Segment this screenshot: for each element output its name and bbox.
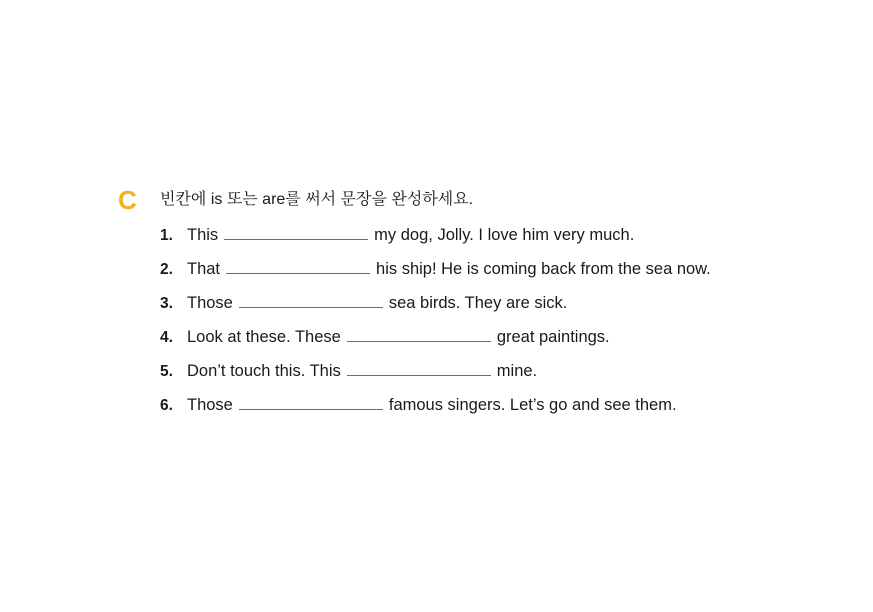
item-number: 3. <box>160 295 173 312</box>
answer-blank[interactable] <box>226 259 370 274</box>
sentence-start: Look at these. These <box>187 328 341 346</box>
exercise-list <box>160 225 711 429</box>
sentence-start: Those <box>187 396 233 414</box>
answer-blank[interactable] <box>347 361 491 376</box>
section-letter: C <box>118 185 137 215</box>
item-number: 1. <box>160 227 173 244</box>
exercise-item-3 <box>160 293 711 327</box>
sentence-end: his ship! He is coming back from the sea now. <box>376 260 711 278</box>
item-number: 6. <box>160 397 173 414</box>
sentence-end: great paintings. <box>496 328 610 346</box>
exercise-header <box>118 184 818 216</box>
exercise-item-5 <box>160 361 711 395</box>
sentence-end: mine. <box>496 362 538 380</box>
answer-blank[interactable] <box>347 327 491 342</box>
item-number: 4. <box>160 329 173 346</box>
sentence-start: Those <box>187 294 233 312</box>
exercise-item-6 <box>160 395 711 429</box>
sentence-end: sea birds. They are sick. <box>388 294 568 312</box>
sentence-start: That <box>187 260 221 278</box>
item-number: 2. <box>160 261 173 278</box>
exercise-item-2 <box>160 259 711 293</box>
sentence-end: my dog, Jolly. I love him very much. <box>374 226 635 244</box>
exercise-item-1 <box>160 225 711 259</box>
sentence-end: famous singers. Let’s go and see them. <box>388 396 677 414</box>
exercise-section-c <box>118 184 818 414</box>
answer-blank[interactable] <box>239 293 383 308</box>
sentence-start: Don’t touch this. This <box>187 362 341 380</box>
answer-blank[interactable] <box>239 395 383 410</box>
item-number: 5. <box>160 363 173 380</box>
sentence-start: This <box>187 226 219 244</box>
exercise-item-4 <box>160 327 711 361</box>
answer-blank[interactable] <box>224 225 368 240</box>
exercise-instruction: 빈칸에 is 또는 are를 써서 문장을 완성하세요. <box>160 191 474 208</box>
